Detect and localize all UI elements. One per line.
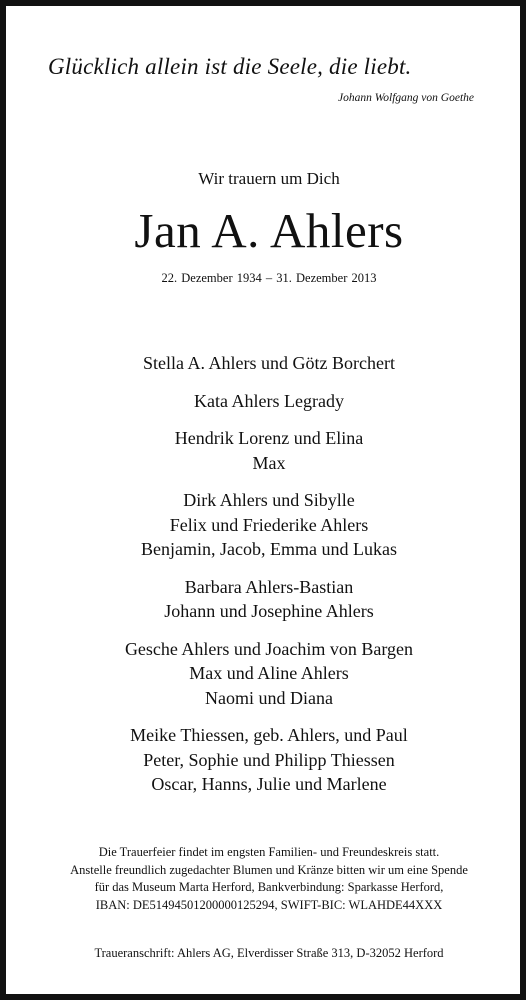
quote-author: Johann Wolfgang von Goethe bbox=[338, 92, 474, 104]
notice-line: Die Trauerfeier findet im engsten Familien- und Freundeskreis statt. bbox=[98, 845, 440, 859]
funeral-notice bbox=[6, 844, 526, 914]
life-dates: 22. Dezember 1934 – 31. Dezember 2013 bbox=[161, 271, 377, 285]
deceased-name: Jan A. Ahlers bbox=[134, 203, 404, 258]
mourner-group bbox=[6, 488, 526, 562]
mourner-line: Kata Ahlers Legrady bbox=[194, 390, 344, 411]
mourner-line: Felix und Friederike Ahlers bbox=[169, 514, 369, 535]
mourner-group bbox=[6, 426, 526, 475]
mourner-line: Dirk Ahlers und Sibylle bbox=[183, 490, 355, 510]
mourner-line: Max bbox=[252, 452, 286, 473]
mourner-line: Max und Aline Ahlers bbox=[189, 663, 349, 683]
mourner-group bbox=[6, 723, 526, 797]
mourner-line: Oscar, Hanns, Julie und Marlene bbox=[151, 774, 387, 794]
mourner-line: Meike Thiessen, geb. Ahlers, und Paul bbox=[130, 725, 408, 745]
mourner-line: Peter, Sophie und Philipp Thiessen bbox=[143, 749, 395, 770]
mourner-line: Benjamin, Jacob, Emma und Lukas bbox=[141, 539, 397, 559]
mourning-address: Traueranschrift: Ahlers AG, Elverdisser Straße 313, D-32052 Herford bbox=[94, 946, 444, 960]
mourner-line: Gesche Ahlers und Joachim von Bargen bbox=[124, 638, 414, 659]
mourners-list bbox=[6, 351, 526, 810]
notice-line: IBAN: DE51494501200000125294, SWIFT-BIC: WLAHDE44XXX bbox=[95, 897, 443, 912]
mourner-line: Hendrik Lorenz und Elina bbox=[174, 428, 364, 448]
mourner-line: Johann und Josephine Ahlers bbox=[164, 601, 374, 621]
mourner-line: Stella A. Ahlers und Götz Borchert bbox=[143, 353, 395, 373]
mourner-group bbox=[6, 389, 526, 414]
mourner-group bbox=[6, 637, 526, 711]
notice-line: Anstelle freundlich zugedachter Blumen und Kränze bitten wir um eine Spende bbox=[70, 862, 468, 877]
mourner-group bbox=[6, 351, 526, 376]
mourning-intro: Wir trauern um Dich bbox=[198, 169, 340, 188]
mourner-group bbox=[6, 575, 526, 624]
mourner-line: Naomi und Diana bbox=[205, 687, 333, 708]
mourner-line: Barbara Ahlers-Bastian bbox=[184, 576, 354, 597]
notice-line: für das Museum Marta Herford, Bankverbindung: Sparkasse Herford, bbox=[94, 880, 444, 894]
quote-text: Glücklich allein ist die Seele, die liebt. bbox=[48, 54, 412, 79]
